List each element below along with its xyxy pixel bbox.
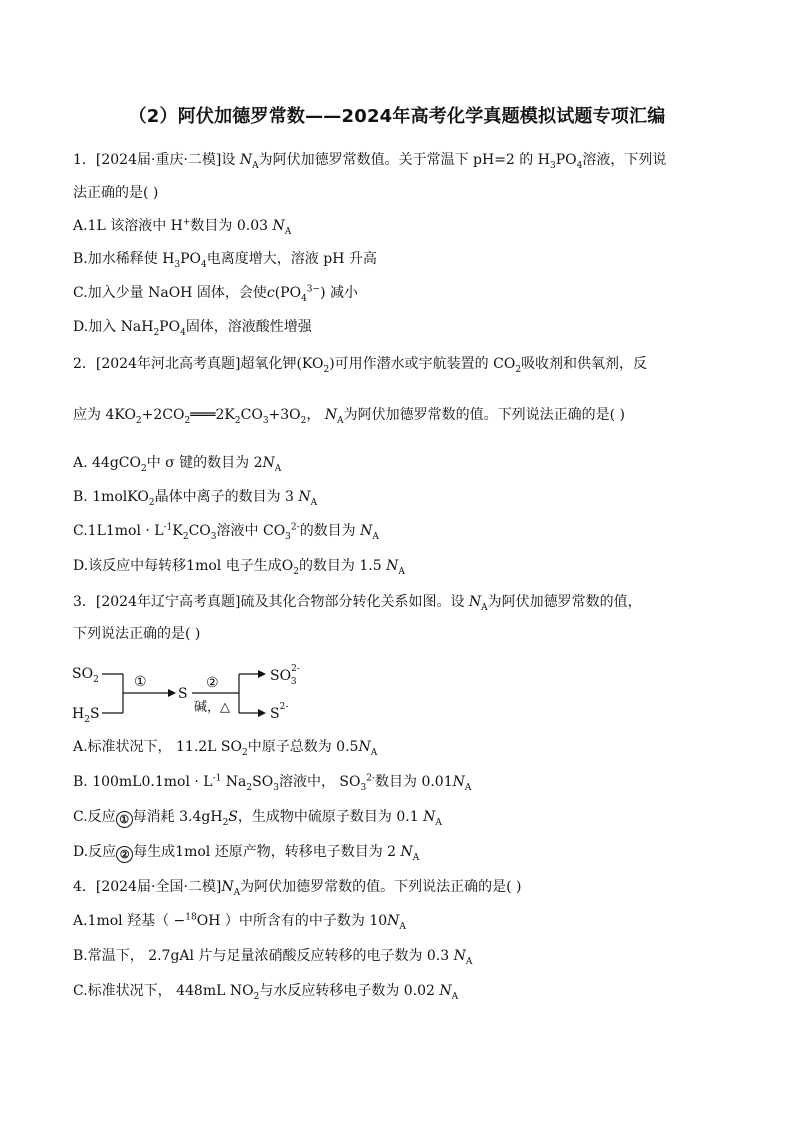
q4-option-a: A.1mol 羟基（ −$^{18}$OH ）中所含有的中子数为 $10N_A$: [73, 912, 406, 932]
q2-stem-line2: 应为 $4KO_2+2CO_2═══2K_2CO_3+3O_2$， $N_A$为阿伏加德罗常数的值。下列说法正确的是( ): [73, 407, 625, 426]
q2-option-c: $C.1L1mol \cdot L^{-1}K_2CO_3$溶液中 $CO_3^{2-}$的数目为 $N_A$: [73, 522, 379, 542]
q4-stem: 4．[2024届·全国·二模]$N_A$为阿伏加德罗常数的值。下列说法正确的是( ): [73, 879, 522, 898]
page-title: （2）阿伏加德罗常数——2024年高考化学真题模拟试题专项汇编: [128, 106, 666, 127]
arrow-head-icon: [168, 689, 176, 697]
q2-stem-line1: 2．[2024年河北高考真题]超氧化钾$(KO_2)$可用作潜水或宇航装置的 $CO_2$吸收剂和供氧剂，反: [73, 356, 648, 375]
arrow-head-icon: [258, 670, 266, 678]
q2-option-b: B. 1molKO$_2$晶体中离子的数目为 3 $N_A$: [73, 489, 318, 508]
sulfur-conversion-diagram: [68, 658, 308, 724]
q2-option-d: D.该反应中每转移1mol 电子生成$O_2$的数目为 1.5 $N_A$: [73, 558, 405, 577]
q3-option-d: D.反应 ② 每生成1mol 还原产物，转移电子数目为 2 $N_A$: [73, 844, 420, 863]
q1-stem-line2: 法正确的是( ): [73, 185, 159, 201]
q1-stem-line1: 1．[2024届·重庆·二模]设 $N_A$为阿伏加德罗常数值。关于常温下 pH=2 的 $H_3PO_4$溶液，下列说: [73, 152, 667, 171]
diagram-h2s: $H_2S$: [72, 706, 100, 724]
arrow-head-icon: [258, 709, 266, 717]
q1-option-c: C.加入少量 NaOH 固体，会使$c(PO_4^{3-})$ 减小: [73, 284, 358, 304]
diagram-so2: $SO_2$: [72, 666, 99, 685]
q3-stem-line2: 下列说法正确的是( ): [73, 626, 201, 642]
step2-marker: ②: [116, 846, 133, 863]
diagram-step2: ②: [206, 675, 219, 691]
q4-option-c: C.标准状况下， 448mL $NO_2$与水反应转移电子数为 0.02 $N_A$: [73, 983, 459, 1002]
q1-option-b: B.加水稀释使 $H_3PO_4$电离度增大，溶液 pH 升高: [73, 251, 377, 270]
q3-option-b: B. $100mL0.1mol \cdot L^{-1}$ $Na_2SO_3$溶液中， $SO_3^{2-}$数目为 $0.01N_A$: [73, 773, 472, 793]
diagram-condition: 碱，△: [194, 700, 230, 715]
q3-option-a: A.标准状况下， 11.2L $SO_2$中原子总数为 $0.5N_A$: [73, 739, 378, 758]
q2-option-a: A. 44gCO$_2$中 σ 键的数目为 $2N_A$: [73, 455, 282, 474]
q3-option-c: C.反应 ① 每消耗 $3.4gH_2S$，生成物中硫原子数目为 0.1 $N_A$: [73, 809, 442, 828]
diagram-s2: $S^{2-}$: [270, 702, 289, 722]
q1-option-d: D.加入 $NaH_2PO_4$固体，溶液酸性增强: [73, 319, 312, 338]
step1-marker: ①: [116, 811, 133, 828]
q1-option-a: A.1L 该溶液中 H+数目为 0.03 $N_A$: [73, 217, 292, 237]
diagram-step1: ①: [134, 674, 147, 690]
diagram-s: S: [178, 686, 188, 702]
diagram-so3: $SO^{2-}3$: [270, 664, 300, 687]
q3-stem-line1: 3．[2024年辽宁高考真题]硫及其化合物部分转化关系如图。设 $N_A$为阿伏加德罗常数的值，: [73, 594, 642, 613]
q4-option-b: B.常温下， 2.7gAl 片与足量浓硝酸反应转移的电子数为 0.3 $N_A$: [73, 948, 473, 967]
